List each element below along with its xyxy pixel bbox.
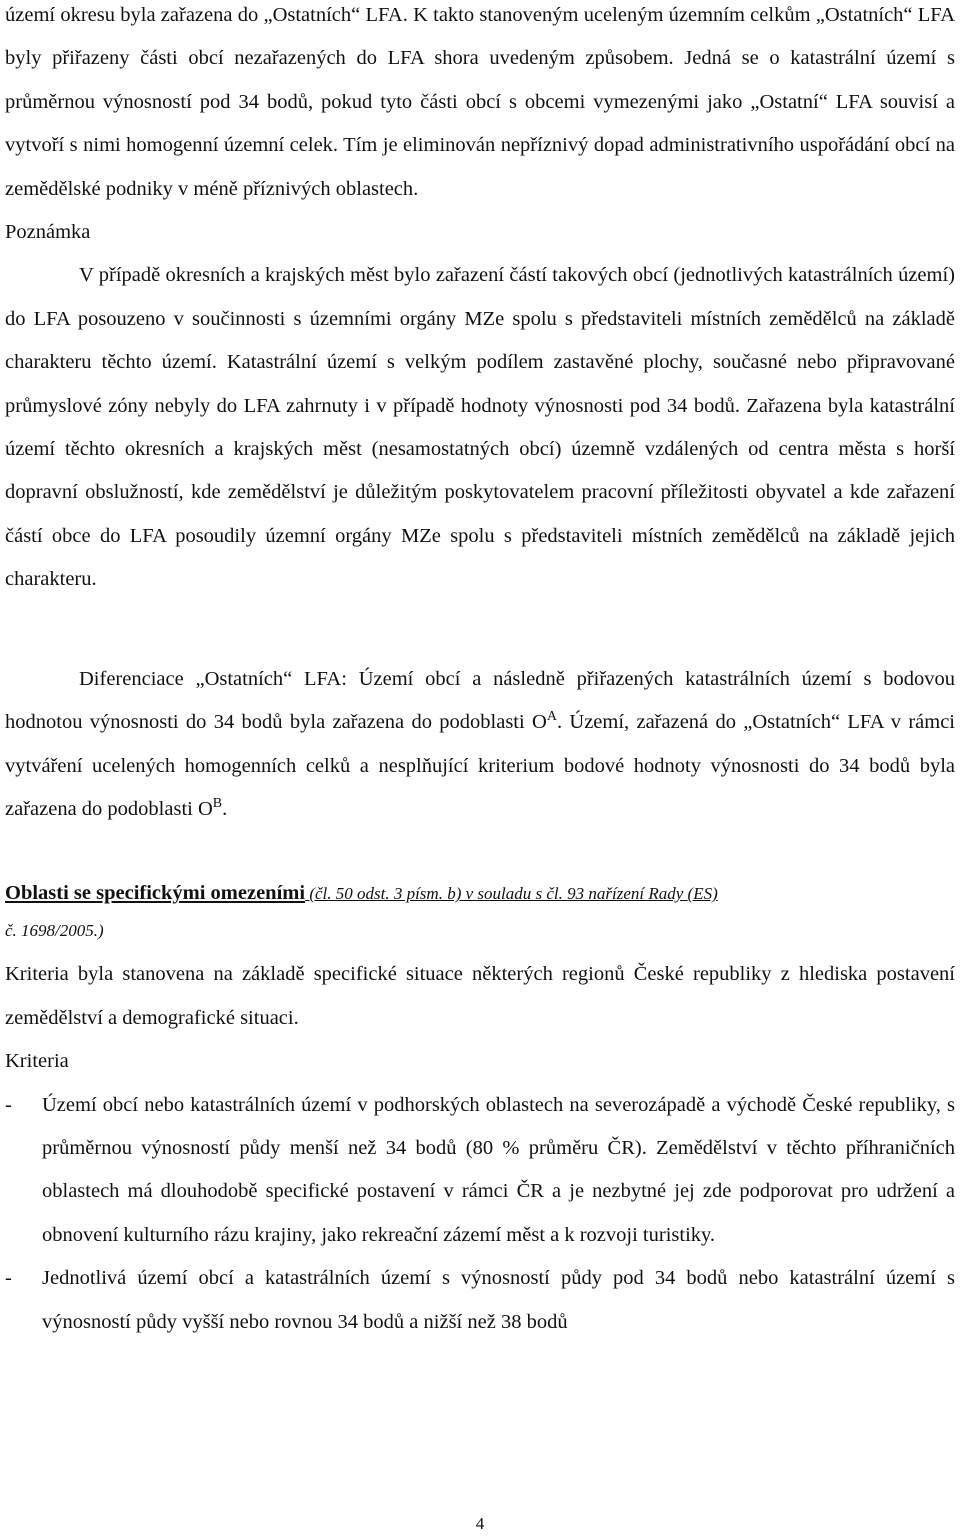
section-intro-paragraph: Kriteria byla stanovena na základě specifické situace některých regionů České republiky z hlediska postavení zemědělství a demografické situaci. bbox=[5, 963, 955, 1029]
criteria-item-text: Území obcí nebo katastrálních území v podhorských oblastech na severozápadě a východě České republiky, s průměrnou výnosností půdy menší než 34 bodů (80 % průměru ČR). Zemědělství v těchto příhraničních oblastech má dlouhodobě specifické postavení v rámci ČR a je nezbytné jej zde podporovat pro udržení a obnovení kulturního rázu krajiny, jako rekreační zázemí měst a k rozvoji turistiky. bbox=[42, 1093, 955, 1246]
section-heading: Oblasti se specifickými omezeními bbox=[5, 882, 306, 905]
criteria-list bbox=[5, 1084, 955, 1344]
differentiation-text-2: . Území, zařazená do „Ostatních“ LFA v rámci vytváření ucelených homogenních celků a nesplňující kriterium bodové hodnoty výnosnosti do 34 bodů byla zařazena do podoblasti O bbox=[5, 711, 955, 820]
subarea-b-superscript: B bbox=[212, 796, 223, 812]
bullet-dash: - bbox=[5, 1267, 12, 1290]
section-heading-block bbox=[5, 875, 955, 949]
differentiation-text-1: Diferenciace „Ostatních“ LFA: Území obcí a následně přiřazených katastrálních území s bodovou hodnotou výnosnosti do 34 bodů byla zařazena do podoblasti O bbox=[5, 667, 955, 734]
list-item bbox=[5, 1257, 955, 1344]
subarea-a-superscript: A bbox=[546, 709, 557, 725]
page-number: 4 bbox=[475, 1514, 485, 1533]
note-paragraph: V případě okresních a krajských měst bylo zařazení částí takových obcí (jednotlivých katastrálních území) do LFA posouzeno v součinnosti s územními orgány MZe spolu s představiteli místních zemědělců na základě charakteru těchto území. Katastrální území s velkým podílem zastavěné plochy, současné nebo připravované průmyslové zóny nebyly do LFA zahrnuty i v případě hodnoty výnosnosti pod 34 bodů. Zařazena byla katastrální území těchto okresních a krajských měst (nesamostatných obcí) územně vzdálených od centra města s horší dopravní obslužností, kde zemědělství je důležitým poskytovatelem pracovní příležitosti obyvatel a kde zařazení částí obce do LFA posoudily územní orgány MZe spolu s představiteli místních zemědělců na základě jejich charakteru. bbox=[5, 264, 955, 591]
differentiation-text-3: . bbox=[222, 797, 228, 820]
list-item bbox=[5, 1084, 955, 1258]
document-page bbox=[5, 0, 955, 1344]
differentiation-paragraph bbox=[5, 658, 955, 832]
bullet-dash: - bbox=[5, 1093, 12, 1116]
criteria-item-text: Jednotlivá území obcí a katastrálních území s výnosností půdy pod 34 bodů nebo katastrální území s výnosností půdy vyšší nebo rovnou 34 bodů a nižší než 38 bodů bbox=[42, 1267, 955, 1333]
criteria-heading: Kriteria bbox=[5, 1050, 69, 1073]
intro-paragraph: území okresu byla zařazena do „Ostatních“ LFA. K takto stanoveným uceleným územním celkům „Ostatních“ LFA byly přiřazeny části obcí nezařazených do LFA shora uvedeným způsobem. Jedná se o katastrální území s průměrnou výnosností pod 34 bodů, pokud tyto části obcí s obcemi vymezenými jako „Ostatní“ LFA souvisí a vytvoří s nimi homogenní územní celek. Tím je eliminován nepříznivý dopad administrativního uspořádání obcí na zemědělské podniky v méně příznivých oblastech. bbox=[5, 4, 955, 200]
note-heading: Poznámka bbox=[5, 221, 91, 244]
section-reference-continued: č. 1698/2005.) bbox=[5, 921, 104, 941]
section-reference: (čl. 50 odst. 3 písm. b) v souladu s čl. 93 nařízení Rady (ES) bbox=[305, 884, 718, 904]
